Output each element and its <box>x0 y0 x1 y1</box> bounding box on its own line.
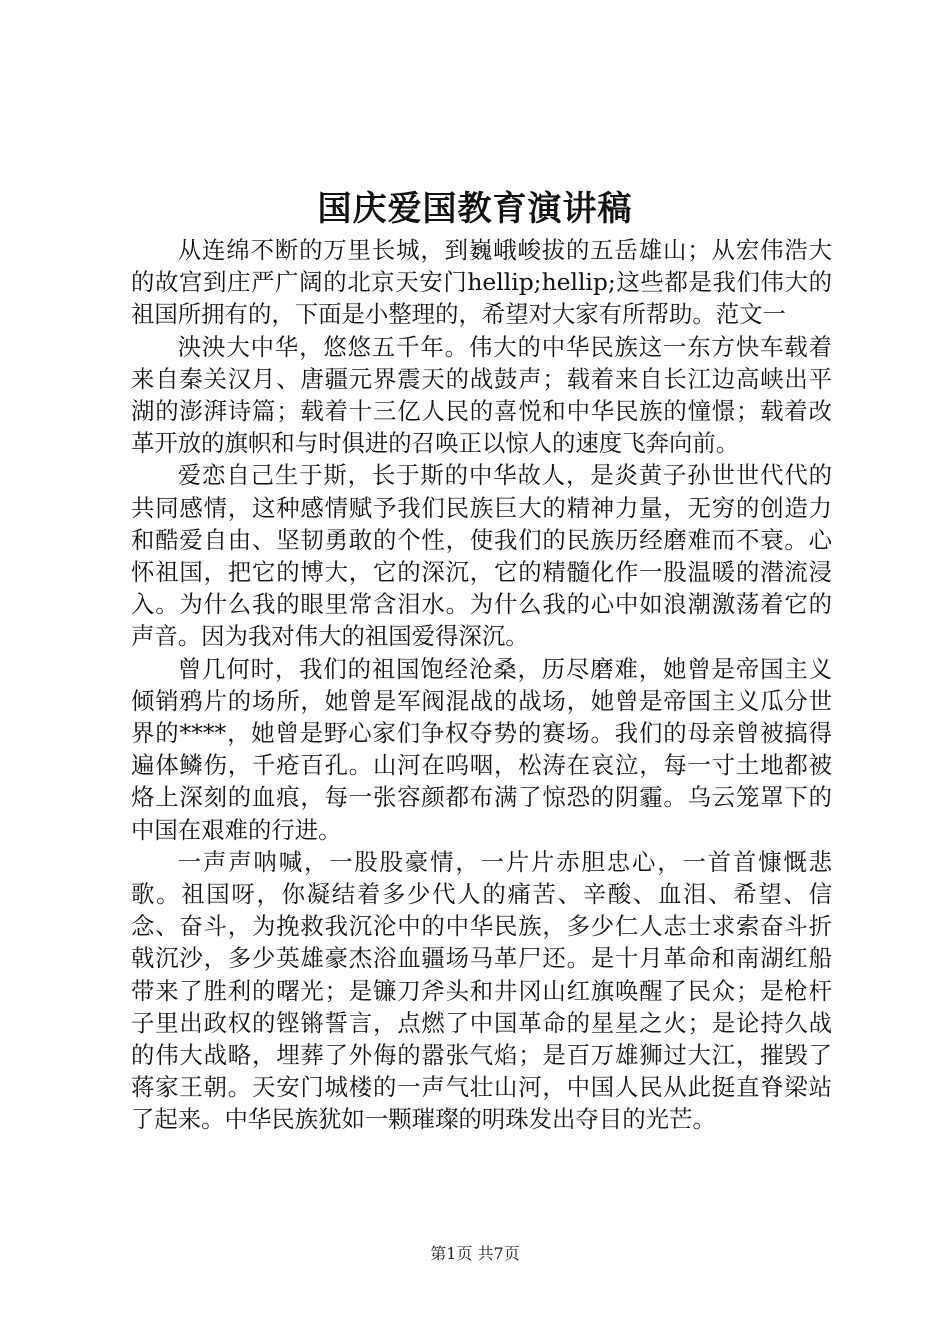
paragraph-3: 爱恋自己生于斯，长于斯的中华故人，是炎黄子孙世世代代的共同感情，这种感情赋予我们民族巨大的精神力量，无穷的创造力和酷爱自由、坚韧勇敢的个性，使我们的民族历经磨难而不衰。心怀祖国，把它的博大，它的深沉，它的精髓化作一股温暖的潜流浸入。为什么我的眼里常含泪水。为什么我的心中如浪潮激荡着它的声音。因为我对伟大的祖国爱得深沉。 <box>131 461 832 651</box>
paragraph-5: 一声声呐喊，一股股豪情，一片片赤胆忠心，一首首慷慨悲歌。祖国呀，你凝结着多少代人的痛苦、辛酸、血泪、希望、信念、奋斗，为挽救我沉沦中的中华民族，多少仁人志士求索奋斗折戟沉沙，多少英雄豪杰浴血疆场马革尸还。是十月革命和南湖红船带来了胜利的曙光；是镰刀斧头和井冈山红旗唤醒了民众；是枪杆子里出政权的铿锵誓言，点燃了中国革命的星星之火；是论持久战的伟大战略，埋葬了外侮的嚣张气焰；是百万雄狮过大江，摧毁了蒋家王朝。天安门城楼的一声气壮山河，中国人民从此挺直脊梁站了起来。中华民族犹如一颗璀璨的明珠发出夺目的光芒。 <box>131 847 832 1134</box>
paragraph-1: 从连绵不断的万里长城，到巍峨峻拔的五岳雄山；从宏伟浩大的故宫到庄严广阔的北京天安门hellip;hellip;这些都是我们伟大的祖国所拥有的，下面是小整理的，希望对大家有所帮助。范文一 <box>131 236 832 329</box>
paragraph-2: 泱泱大中华，悠悠五千年。伟大的中华民族这一东方快车载着来自秦关汉月、唐疆元界震天的战鼓声；载着来自长江边高峡出平湖的澎湃诗篇；载着十三亿人民的喜悦和中华民族的憧憬；载着改革开放的旗帜和与时俱进的召唤正以惊人的速度飞奔向前。 <box>131 332 832 458</box>
document-body <box>131 234 832 1136</box>
paragraph-4: 曾几何时，我们的祖国饱经沧桑，历尽磨难，她曾是帝国主义倾销鸦片的场所，她曾是军阀混战的战场，她曾是帝国主义瓜分世界的****，她曾是野心家们争权夺势的赛场。我们的母亲曾被搞得遍体鳞伤，千疮百孔。山河在呜咽，松涛在哀泣，每一寸土地都被烙上深刻的血痕，每一张容颜都布满了惊恐的阴霾。乌云笼罩下的中国在艰难的行进。 <box>131 654 832 844</box>
document-title: 国庆爱国教育演讲稿 <box>317 189 633 229</box>
page-number-footer: 第1页 共7页 <box>430 1244 520 1263</box>
